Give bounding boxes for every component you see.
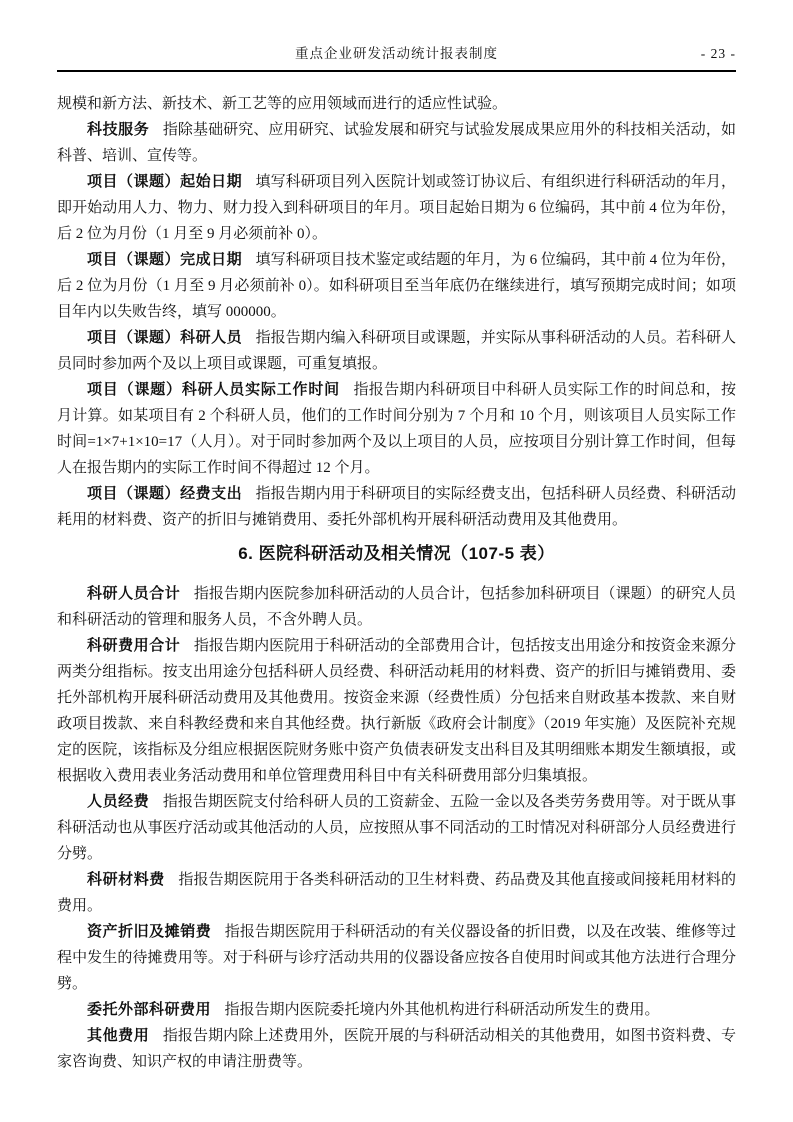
- paragraph-text: 规模和新方法、新技术、新工艺等的应用领域而进行的适应性试验。: [57, 96, 508, 112]
- definition-paragraph: [57, 633, 736, 789]
- definition-text: 指报告期内除上述费用外，医院开展的与科研活动相关的其他费用，如图书资料费、专家咨询费、知识产权的申请注册费等。: [57, 1028, 736, 1070]
- definition-text: 指报告期内医院委托境内外其他机构进行科研活动所发生的费用。: [224, 1002, 660, 1018]
- term-label: 科研人员合计: [87, 585, 181, 602]
- definition-paragraph: [57, 581, 736, 633]
- term-label: 人员经费: [87, 793, 150, 810]
- definition-text: 指除基础研究、应用研究、试验发展和研究与试验发展成果应用外的科技相关活动，如科普、培训、宣传等。: [57, 122, 736, 164]
- continuation-paragraph: [57, 91, 736, 117]
- definition-paragraph: [57, 919, 736, 997]
- definition-text: 指报告期医院用于科研活动的有关仪器设备的折旧费，以及在改装、维修等过程中发生的待摊费用等。对于科研与诊疗活动共用的仪器设备应按各自使用时间或其他方法进行合理分劈。: [57, 924, 736, 992]
- term-label: 科研材料费: [87, 871, 165, 888]
- term-label: 项目（课题）科研人员实际工作时间: [87, 381, 340, 398]
- definition-text: 填写科研项目技术鉴定或结题的年月，为 6 位编码，其中前 4 位为年份，后 2 位为月份（1 月至 9 月必须前补 0）。如科研项目至当年底仍在继续进行，填写预期完成时间；如项目年内以失败告终，填写 000000。: [57, 252, 736, 320]
- page-header: [57, 0, 736, 72]
- document-title: 重点企业研发活动统计报表制度: [295, 46, 498, 61]
- term-label: 科技服务: [87, 121, 150, 138]
- term-label: 项目（课题）完成日期: [87, 251, 243, 268]
- document-body: [57, 72, 736, 1075]
- term-label: 项目（课题）起始日期: [87, 173, 243, 190]
- definition-text: 指报告期内医院参加科研活动的人员合计，包括参加科研项目（课题）的研究人员和科研活动的管理和服务人员，不含外聘人员。: [57, 586, 736, 628]
- term-label: 项目（课题）科研人员: [87, 329, 243, 346]
- definition-paragraph: [57, 1023, 736, 1075]
- definition-paragraph: [57, 117, 736, 169]
- page-number: - 23 -: [700, 46, 736, 61]
- term-label: 科研费用合计: [87, 637, 181, 654]
- definition-paragraph: [57, 325, 736, 377]
- definition-paragraph: [57, 169, 736, 247]
- term-label: 委托外部科研费用: [87, 1001, 212, 1018]
- definition-paragraph: [57, 481, 736, 533]
- definition-paragraph: [57, 997, 736, 1023]
- term-label: 其他费用: [87, 1027, 150, 1044]
- term-label: 资产折旧及摊销费: [87, 923, 212, 940]
- definition-text: 指报告期内编入科研项目或课题，并实际从事科研活动的人员。若科研人员同时参加两个及以上项目或课题，可重复填报。: [57, 330, 736, 372]
- definition-text: 指报告期医院支付给科研人员的工资薪金、五险一金以及各类劳务费用等。对于既从事科研活动也从事医疗活动或其他活动的人员，应按照从事不同活动的工时情况对科研部分人员经费进行分劈。: [57, 794, 736, 862]
- definition-text: 指报告期医院用于各类科研活动的卫生材料费、药品费及其他直接或间接耗用材料的费用。: [57, 872, 736, 914]
- definition-text: 指报告期内用于科研项目的实际经费支出，包括科研人员经费、科研活动耗用的材料费、资产的折旧与摊销费用、委托外部机构开展科研活动费用及其他费用。: [57, 486, 736, 528]
- definition-paragraph: [57, 247, 736, 325]
- definition-text: 指报告期内医院用于科研活动的全部费用合计，包括按支出用途分和按资金来源分两类分组指标。按支出用途分包括科研人员经费、科研活动耗用的材料费、资产的折旧与摊销费用、委托外部机构开展科研活动费用及其他费用。按资金来源（经费性质）分包括来自财政基本拨款、来自财政项目拨款、来自科教经费和来自其他经费。执行新版《政府会计制度》（2019 年实施）及医院补充规定的医院，该指标及分组应根据医院财务账中资产负债表研发支出科目及其明细账本期发生额填报，或根据收入费用表业务活动费用和单位管理费用科目中有关科研费用部分归集填报。: [57, 638, 736, 784]
- header-rule: [57, 45, 736, 72]
- definition-paragraph: [57, 789, 736, 867]
- definition-paragraph: [57, 377, 736, 481]
- definition-text: 填写科研项目列入医院计划或签订协议后、有组织进行科研活动的年月，即开始动用人力、物力、财力投入到科研项目的年月。项目起始日期为 6 位编码，其中前 4 位为年份，后 2 位为月份（1 月至 9 月必须前补 0）。: [57, 174, 736, 242]
- definition-paragraph: [57, 867, 736, 919]
- definition-text: 指报告期内科研项目中科研人员实际工作的时间总和，按月计算。如某项目有 2 个科研人员，他们的工作时间分别为 7 个月和 10 个月，则该项目人员实际工作时间=1×7+1×10=17（人月）。对于同时参加两个及以上项目的人员，应按项目分别计算工作时间，但每人在报告期内的实际工作时间不得超过 12 个月。: [57, 382, 736, 476]
- term-label: 项目（课题）经费支出: [87, 485, 243, 502]
- section-heading: 6. 医院科研活动及相关情况（107-5 表）: [238, 544, 555, 563]
